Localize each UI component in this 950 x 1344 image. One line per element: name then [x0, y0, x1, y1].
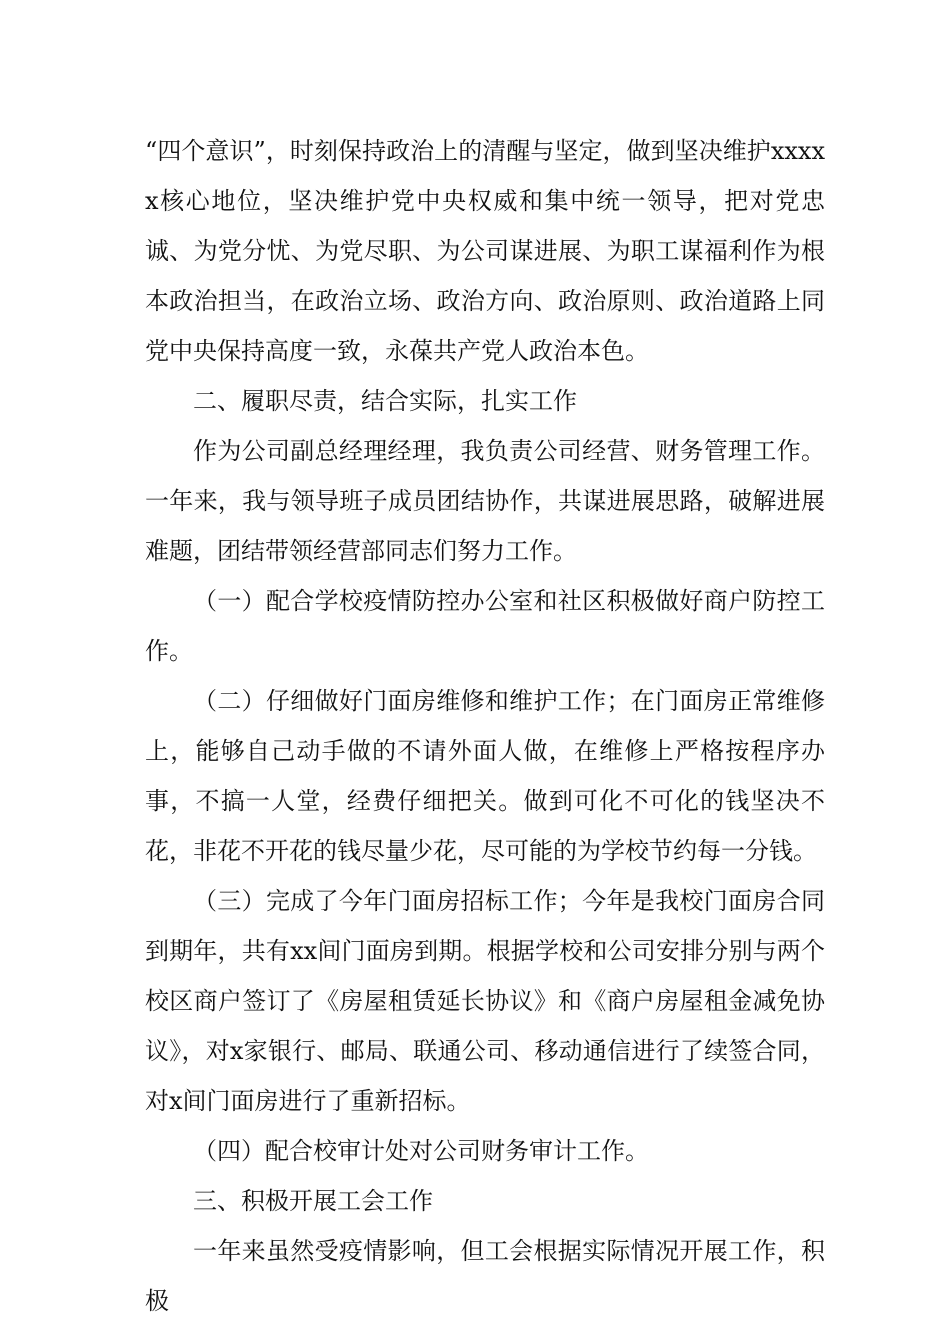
list-item-tendering: （三）完成了今年门面房招标工作；今年是我校门面房合同到期年，共有xx间门面房到期。根据学校和公司安排分别与两个校区商户签订了《房屋租赁延长协议》和《商户房屋租金减免协议》，对x家银行、邮局、联通公司、移动通信进行了续签合同，对x间门面房进行了重新招标。 [145, 887, 825, 1115]
paragraph-role-description: 作为公司副总经理经理，我负责公司经营、财务管理工作。一年来，我与领导班子成员团结协作，共谋进展思路，破解进展难题，团结带领经营部同志们努力工作。 [145, 437, 825, 565]
list-item-epidemic-control: （一）配合学校疫情防控办公室和社区积极做好商户防控工作。 [145, 587, 825, 665]
list-item-audit: （四）配合校审计处对公司财务审计工作。 [193, 1137, 649, 1165]
document-body [145, 126, 825, 1326]
list-item-maintenance: （二）仔细做好门面房维修和维护工作；在门面房正常维修上，能够自己动手做的不请外面人做，在维修上严格按程序办事，不搞一人堂，经费仔细把关。做到可化不可化的钱坚决不花，非花不开花的钱尽量少花，尽可能的为学校节约每一分钱。 [145, 687, 825, 865]
section-heading-duties: 二、履职尽责，结合实际，扎实工作 [193, 387, 577, 415]
paragraph-union-work: 一年来虽然受疫情影响，但工会根据实际情况开展工作，积极 [145, 1237, 825, 1315]
section-heading-union: 三、积极开展工会工作 [193, 1187, 433, 1215]
paragraph-political-awareness: “四个意识”，时刻保持政治上的清醒与坚定，做到坚决维护xxxxx核心地位，坚决维护党中央权威和集中统一领导，把对党忠诚、为党分忧、为党尽职、为公司谋进展、为职工谋福利作为根本政治担当，在政治立场、政治方向、政治原则、政治道路上同党中央保持高度一致，永葆共产党人政治本色。 [145, 137, 825, 365]
